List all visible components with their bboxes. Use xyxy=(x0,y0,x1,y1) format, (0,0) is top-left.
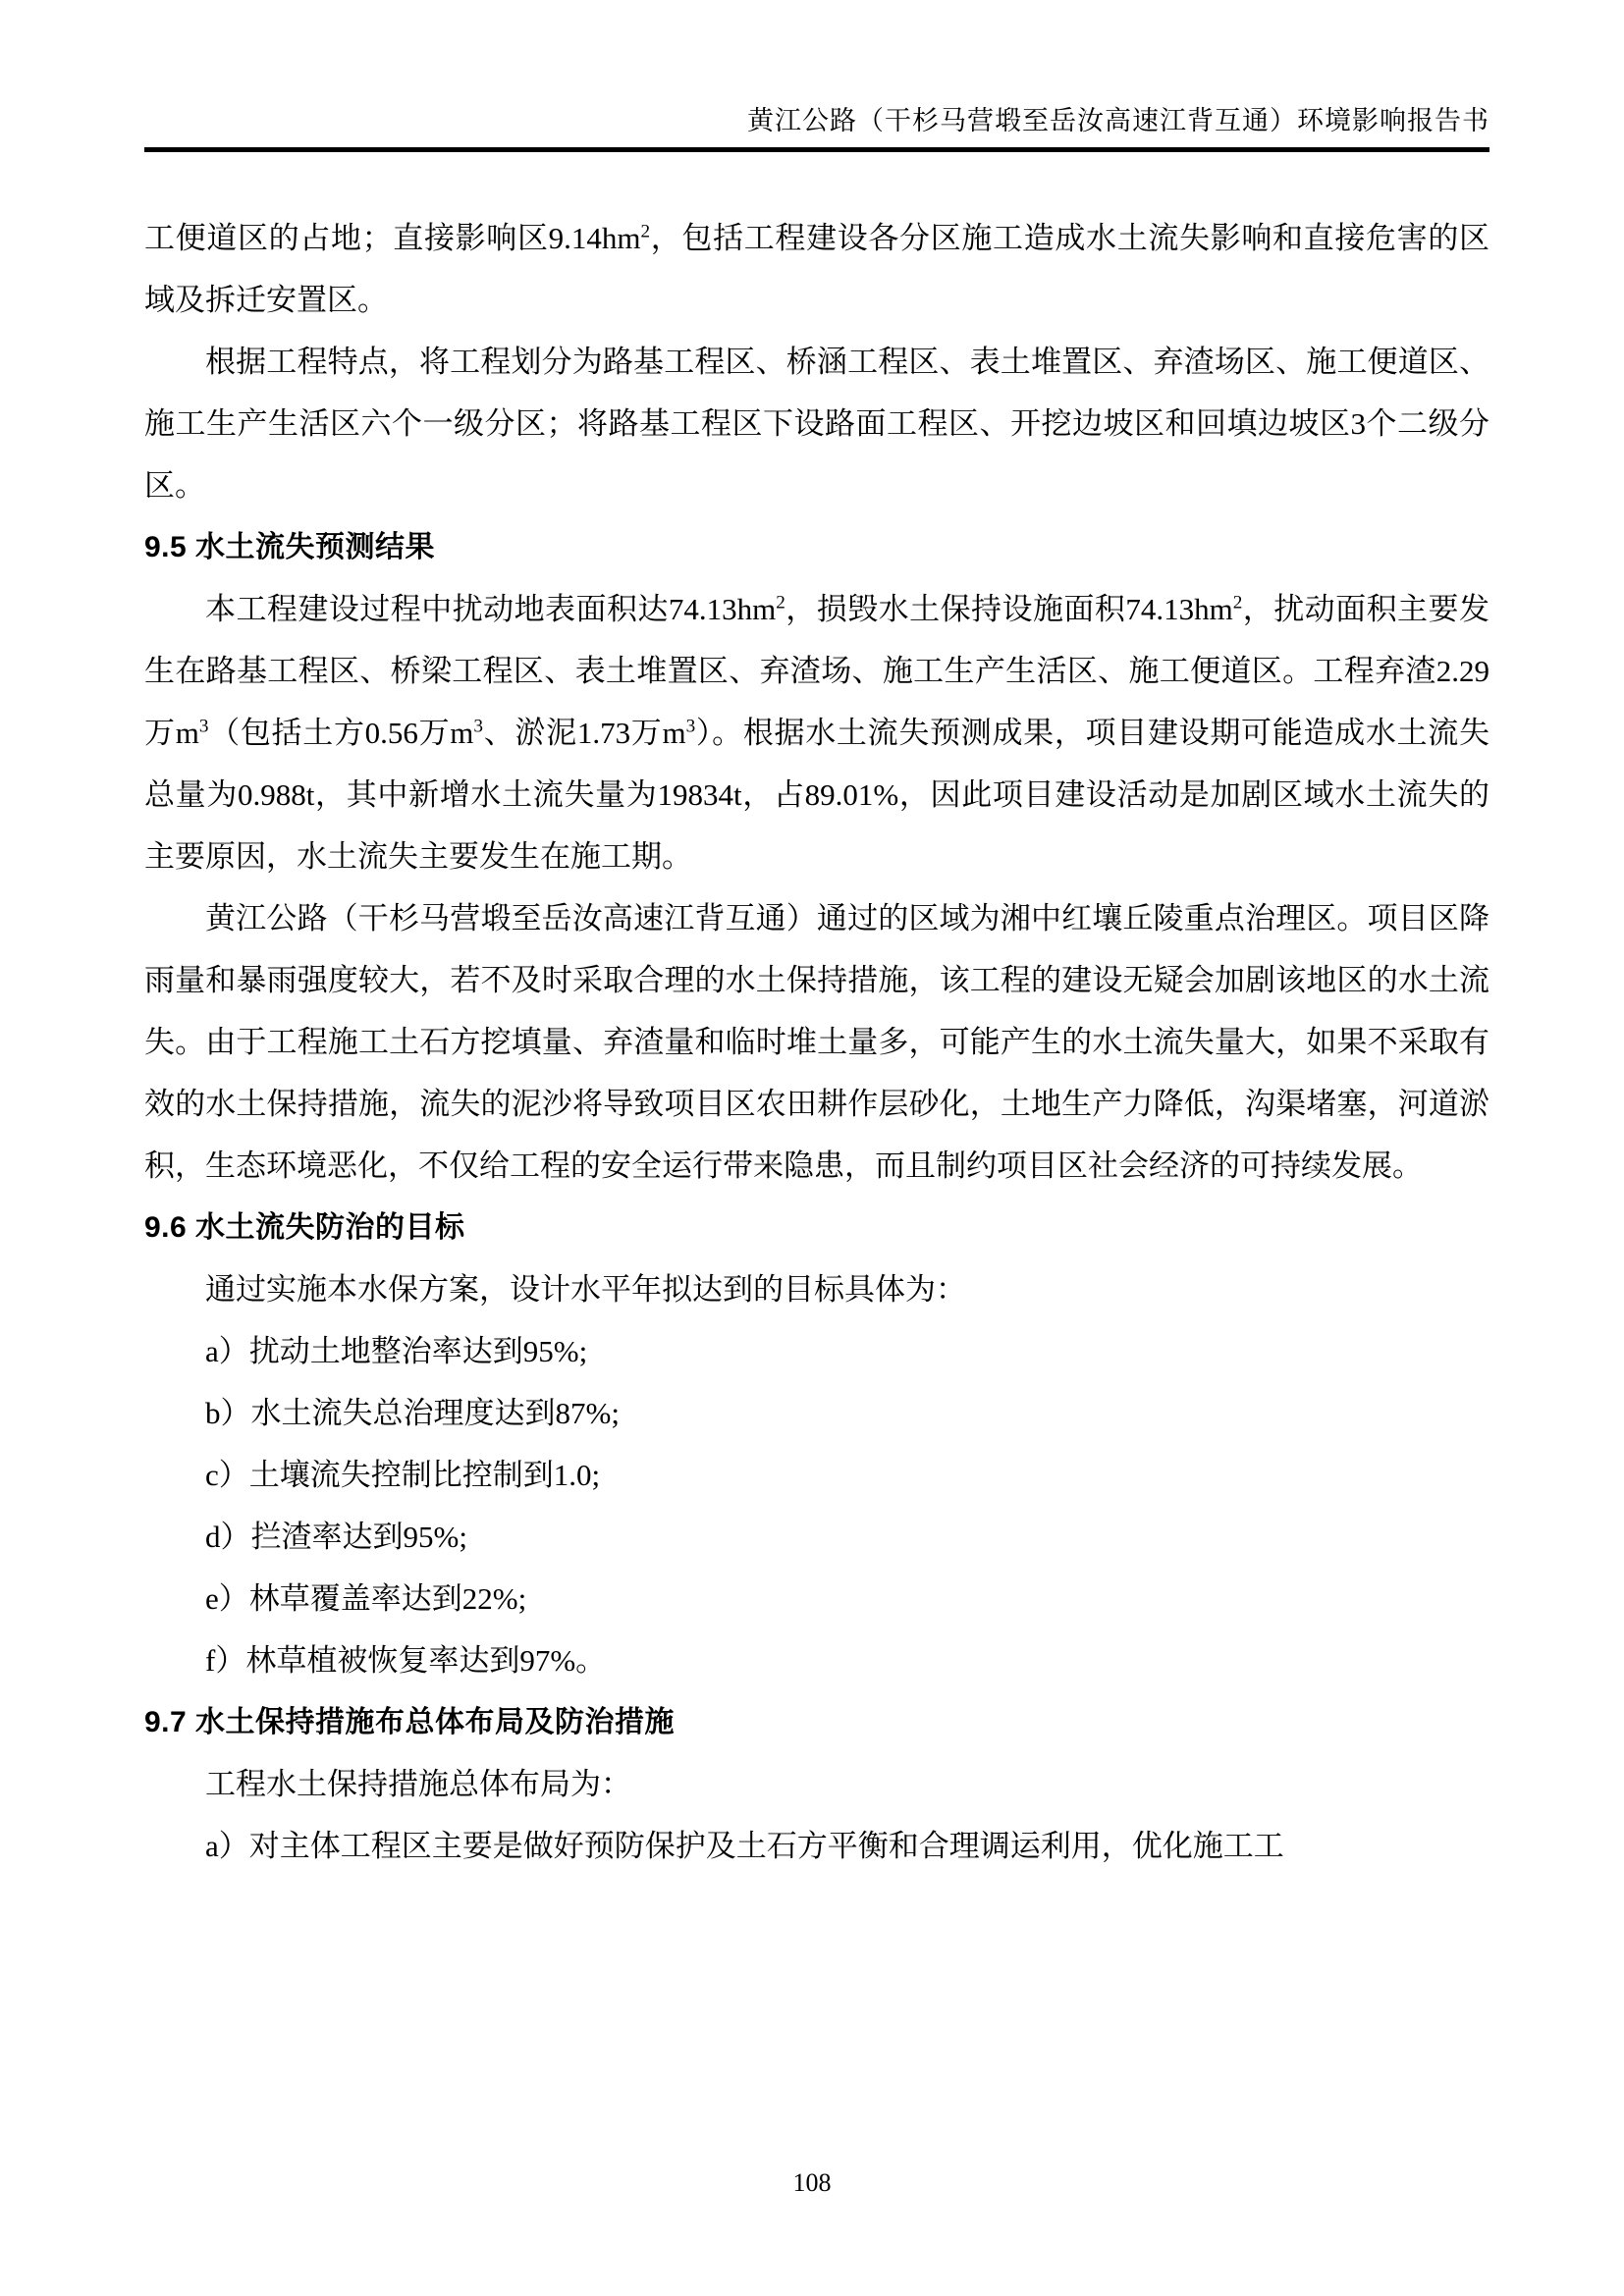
text-run: ）。根据水土流失预测成果，项目建设期可能造成水土流失总量为0.988t，其中新增水土流失量为19834t，占89.01%，因此项目建设活动是加剧区域水土流失的主要原因，水土流失主要发生在施工期。 xyxy=(144,716,1489,874)
section-heading: 9.7 水土保持措施布总体布局及防治措施 xyxy=(144,1706,676,1738)
text-run: f）林草植被恢复率达到97%。 xyxy=(205,1643,607,1678)
list-item xyxy=(144,1568,1489,1629)
text-run: ，扰动面积主要发生在路基工程区、桥梁工程区、表土堆置区、弃渣场、施工生产生活区、施工便道区。工程弃渣2.29万m xyxy=(144,592,1489,750)
text-run: 本工程建设过程中扰动地表面积达74.13hm xyxy=(205,592,777,626)
superscript: 3 xyxy=(685,716,696,737)
list-item xyxy=(144,1506,1489,1568)
text-run: 黄江公路（干杉马营塅至岳汝高速江背互通）通过的区域为湘中红壤丘陵重点治理区。项目区降雨量和暴雨强度较大，若不及时采取合理的水土保持措施，该工程的建设无疑会加剧该地区的水土流失。由于工程施工土石方挖填量、弃渣量和临时堆土量多，可能产生的水土流失量大，如果不采取有效的水土保持措施，流失的泥沙将导致项目区农田耕作层砂化，土地生产力降低，沟渠堵塞，河道淤积，生态环境恶化，不仅给工程的安全运行带来隐患，而且制约项目区社会经济的可持续发展。 xyxy=(144,901,1489,1183)
superscript: 2 xyxy=(640,221,651,242)
page-number: 108 xyxy=(792,2168,832,2197)
list-item xyxy=(144,1320,1489,1382)
paragraph xyxy=(144,887,1489,1197)
running-header-title: 黄江公路（干杉马营塅至岳汝高速江背互通）环境影响报告书 xyxy=(747,106,1489,135)
text-run: 、淤泥1.73万m xyxy=(483,716,686,750)
text-run: 工便道区的占地；直接影响区9.14hm xyxy=(144,221,641,255)
paragraph xyxy=(144,1258,1489,1320)
superscript: 3 xyxy=(198,716,209,737)
superscript: 2 xyxy=(1232,592,1243,614)
superscript: 3 xyxy=(473,716,484,737)
section-heading: 9.6 水土流失防治的目标 xyxy=(144,1211,465,1244)
text-run: 工程水土保持措施总体布局为： xyxy=(205,1767,631,1801)
paragraph xyxy=(144,331,1489,516)
text-run: e）林草覆盖率达到22%; xyxy=(205,1581,527,1616)
text-run: 通过实施本水保方案，设计水平年拟达到的目标具体为： xyxy=(205,1272,966,1307)
text-run: a）扰动土地整治率达到95%; xyxy=(205,1334,588,1368)
paragraph xyxy=(144,578,1489,887)
document-body xyxy=(0,152,1624,1877)
text-run: ，包括工程建设各分区施工造成水土流失影响和直接危害的区域及拆迁安置区。 xyxy=(144,221,1489,317)
paragraph xyxy=(144,1815,1489,1877)
text-run: c）土壤流失控制比控制到1.0; xyxy=(205,1458,601,1492)
paragraph xyxy=(144,1753,1489,1815)
text-run: ，损毁水土保持设施面积74.13hm xyxy=(785,592,1233,626)
page-header xyxy=(0,0,1624,152)
section-heading: 9.5 水土流失预测结果 xyxy=(144,531,436,563)
text-run: （包括土方0.56万m xyxy=(208,716,474,750)
superscript: 2 xyxy=(776,592,785,614)
text-run: 根据工程特点，将工程划分为路基工程区、桥涵工程区、表土堆置区、弃渣场区、施工便道区、施工生产生活区六个一级分区；将路基工程区下设路面工程区、开挖边坡区和回填边坡区3个二级分区。 xyxy=(144,345,1489,503)
list-item xyxy=(144,1629,1489,1691)
text-run: a）对主体工程区主要是做好预防保护及土石方平衡和合理调运利用，优化施工工 xyxy=(205,1829,1284,1863)
text-run: b）水土流失总治理度达到87%; xyxy=(205,1396,620,1430)
list-item xyxy=(144,1382,1489,1444)
list-item xyxy=(144,1444,1489,1506)
paragraph xyxy=(144,207,1489,331)
text-run: d）拦渣率达到95%; xyxy=(205,1520,467,1554)
